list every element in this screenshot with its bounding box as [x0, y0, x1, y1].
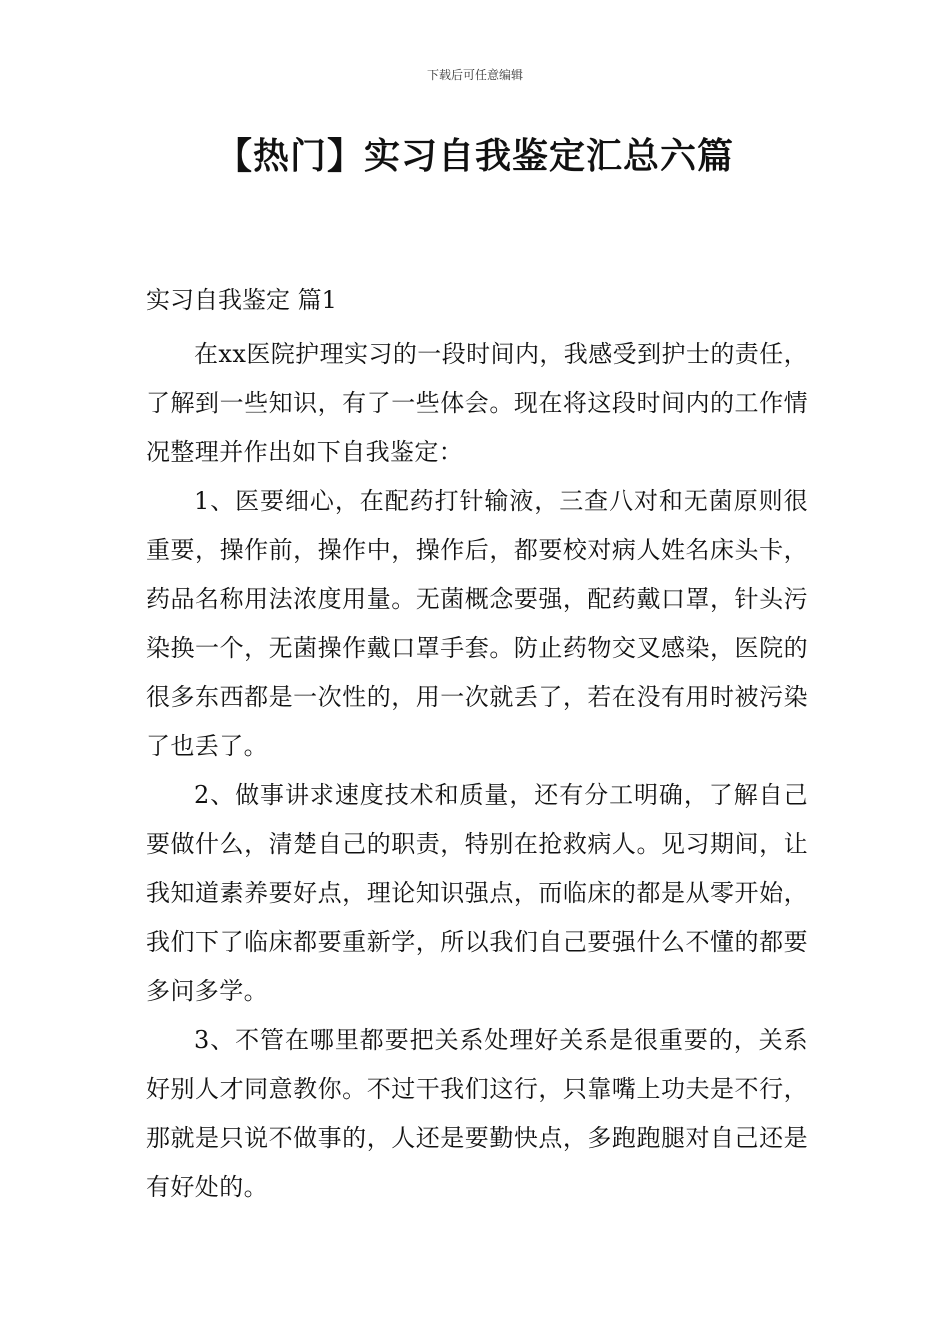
- paragraph-point-3: 3、不管在哪里都要把关系处理好关系是很重要的，关系好别人才同意教你。不过干我们这行，只靠嘴上功夫是不行，那就是只说不做事的，人还是要勤快点，多跑跑腿对自己还是有好处的。: [146, 1026, 808, 1201]
- document-title: 【热门】实习自我鉴定汇总六篇: [215, 136, 734, 177]
- paragraph-point-1: 1、医要细心，在配药打针输液，三查八对和无菌原则很重要，操作前，操作中，操作后，都要校对病人姓名床头卡，药品名称用法浓度用量。无菌概念要强，配药戴口罩，针头污染换一个，无菌操作戴口罩手套。防止药物交叉感染，医院的很多东西都是一次性的，用一次就丢了，若在没有用时被污染了也丢了。: [146, 487, 808, 760]
- section-heading: 实习自我鉴定 篇1: [146, 286, 337, 314]
- paragraph-point-2: 2、做事讲求速度技术和质量，还有分工明确，了解自己要做什么，清楚自己的职责，特别在抢救病人。见习期间，让我知道素养要好点，理论知识强点，而临床的都是从零开始，我们下了临床都要重新学，所以我们自己要强什么不懂的都要多问多学。: [146, 781, 808, 1005]
- paragraph-intro: 在xx医院护理实习的一段时间内，我感受到护士的责任，了解到一些知识，有了一些体会。现在将这段时间内的工作情况整理并作出如下自我鉴定：: [146, 340, 808, 466]
- document-body: [146, 282, 808, 1212]
- header-note: 下载后可任意编辑: [426, 68, 523, 82]
